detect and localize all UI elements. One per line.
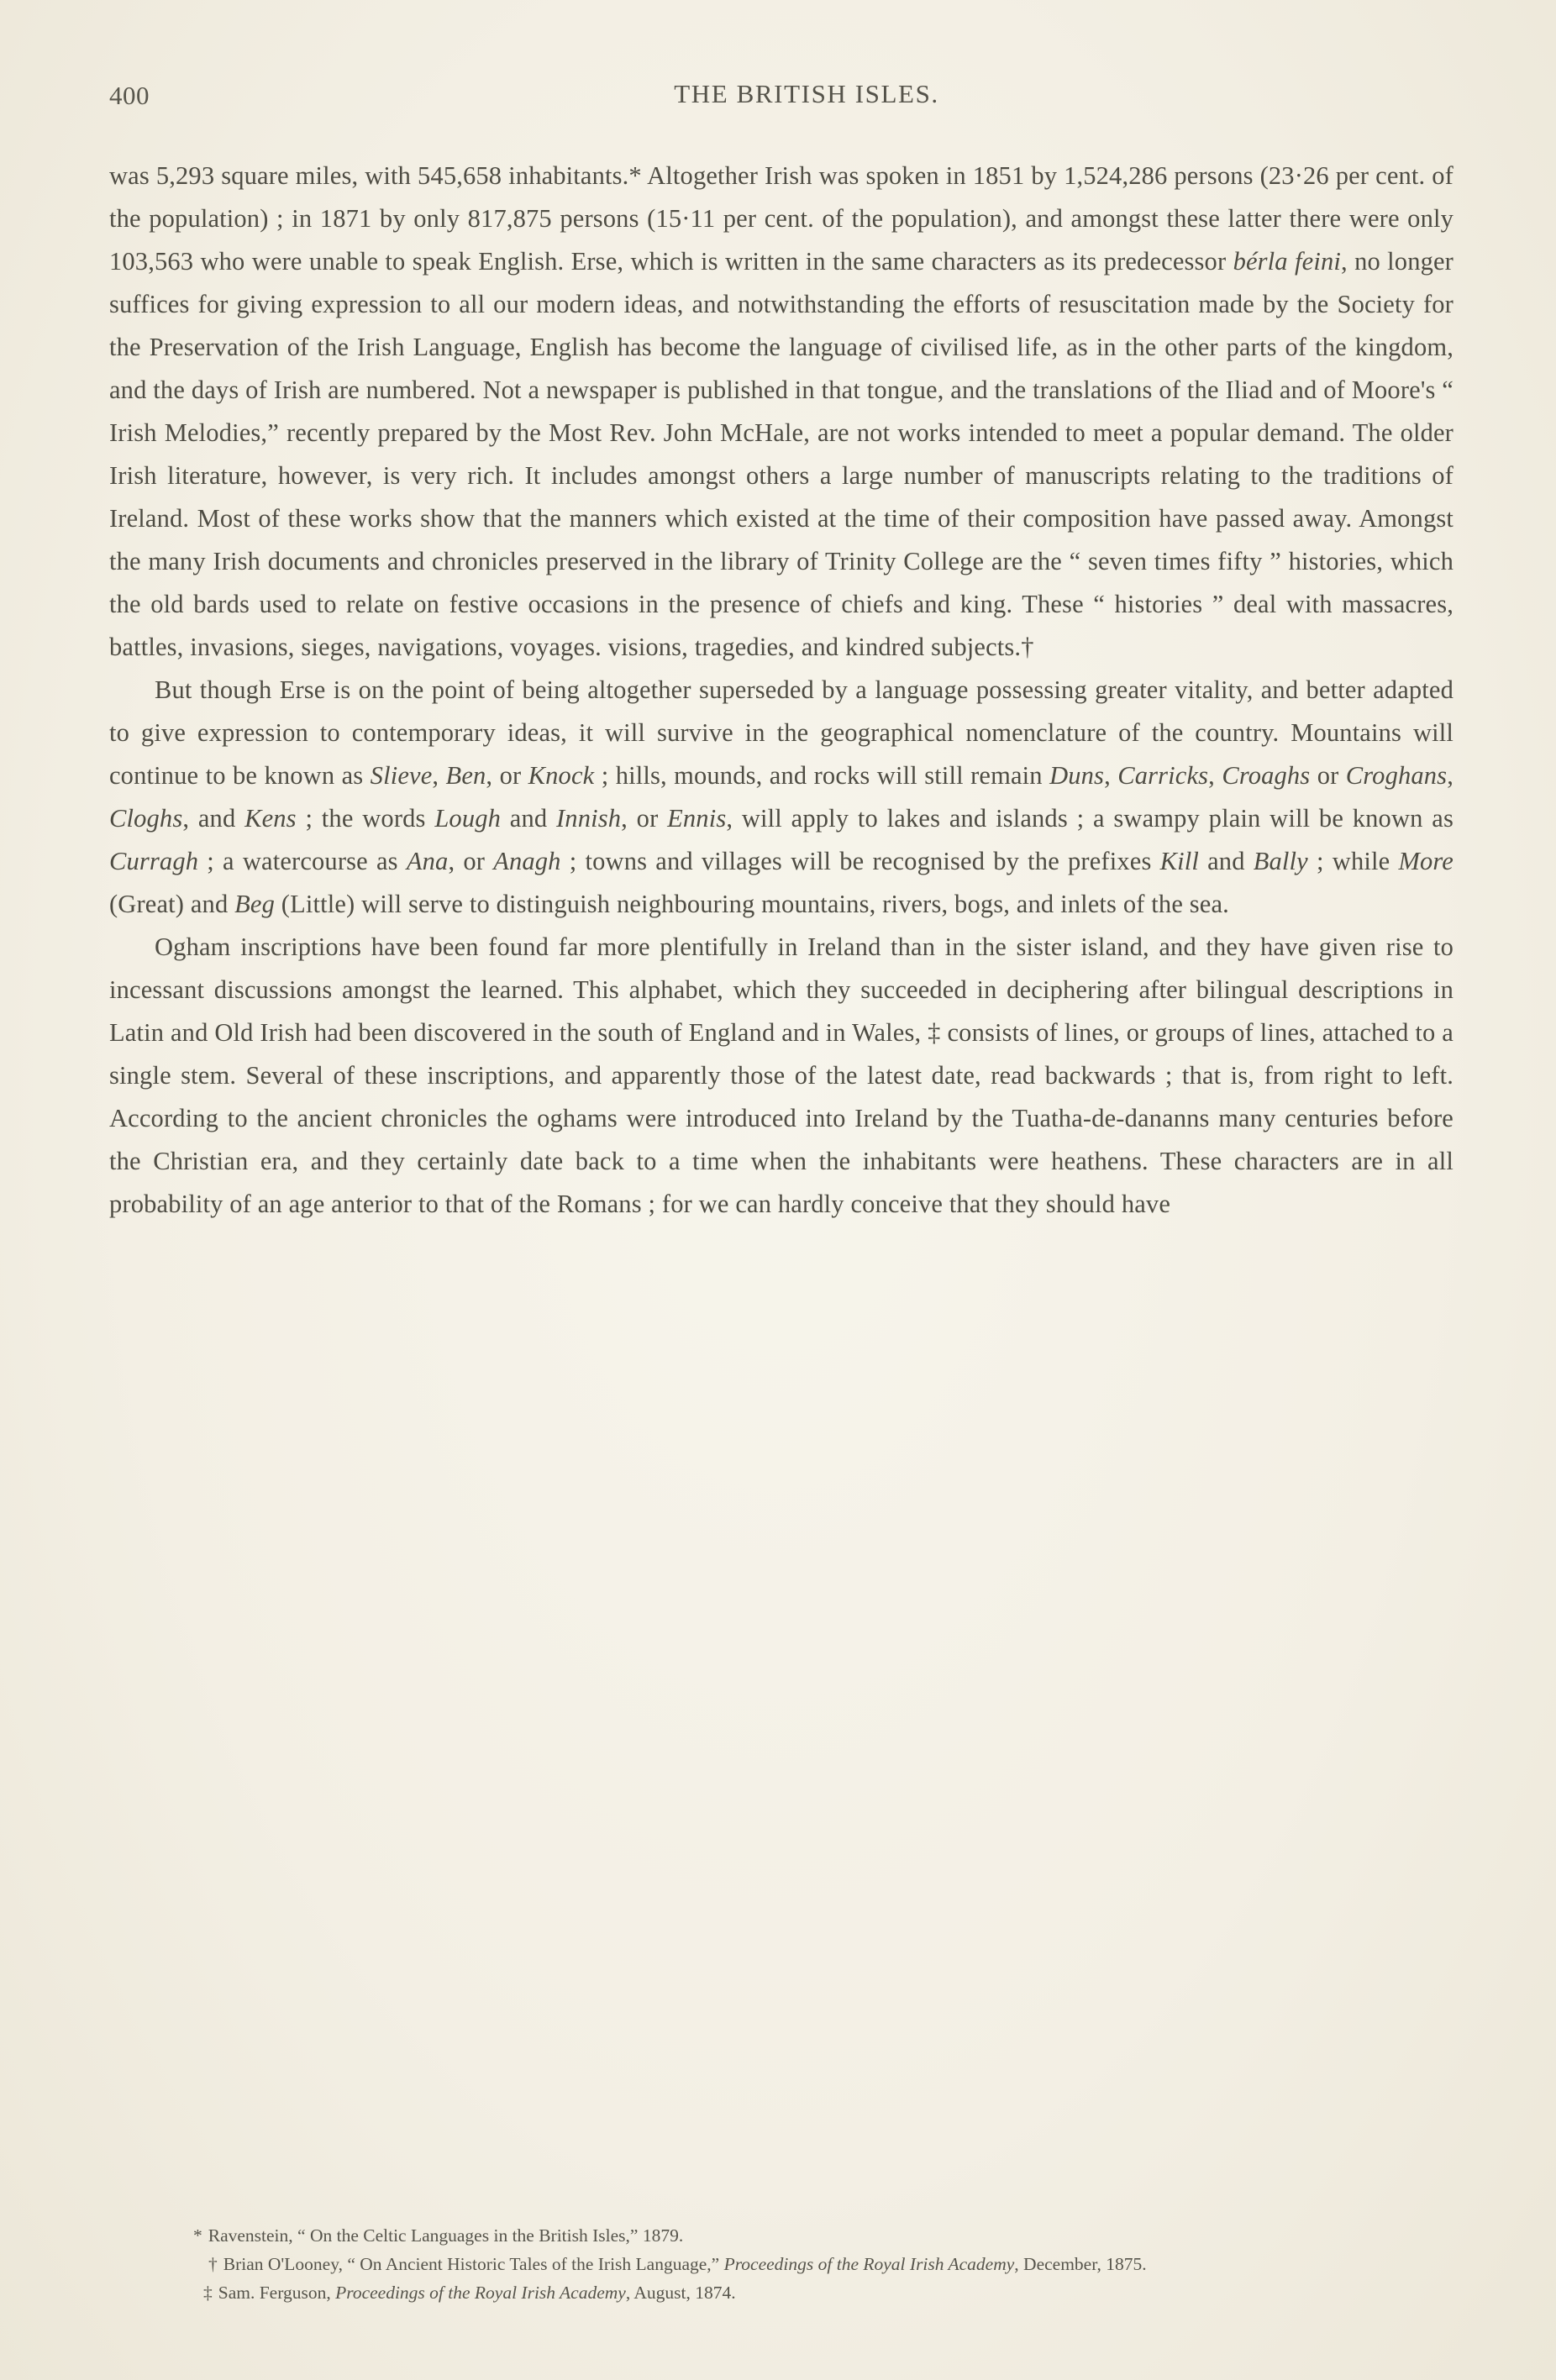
paragraph-3: Ogham inscriptions have been found far more plentifully in Ireland than in the sister island, and they have given rise to incessant discussions amongst the learned. This alphabet, which they succeeded in deciphering after bilingual descriptions in Latin and Old Irish had been discovered in the south of England and in Wales, ‡ consists of lines, or groups of lines, attached to a single stem. Several of these inscriptions, and apparently those of the latest date, read backwards ; that is, from right to left. According to the ancient chronicles the oghams were introduced into Ireland by the Tuatha-de-dananns many centuries before the Christian era, and they certainly date back to a time when the inhabitants were heathens. These characters are in all probability of an age anterior to that of the Romans ; for we can hardly conceive that they should have	[109, 933, 1453, 1218]
body-text	[109, 155, 1453, 1226]
footnote-2	[109, 2250, 1453, 2278]
footnote-3	[109, 2278, 1453, 2307]
footnote-text: Ravenstein, “ On the Celtic Languages in the British Isles,” 1879.	[208, 2225, 684, 2246]
footnote-marker: ‡	[203, 2283, 213, 2303]
paragraph-1: was 5,293 square miles, with 545,658 inhabitants.* Altogether Irish was spoken in 1851 by 1,524,286 persons (23·26 per cent. of the population) ; in 1871 by only 817,875 persons (15·11 per cent. of the population), and amongst these latter there were only 103,563 who were unable to speak English. Erse, which is written in the same characters as its predecessor bérla feini, no longer suffices for giving expression to all our modern ideas, and notwithstanding the efforts of resuscitation made by the Society for the Preservation of the Irish Language, English has become the language of civilised life, as in the other parts of the kingdom, and the days of Irish are numbered. Not a newspaper is published in that tongue, and the translations of the Iliad and of Moore's “ Irish Melodies,” recently prepared by the Most Rev. John McHale, are not works intended to meet a popular demand. The older Irish literature, however, is very rich. It includes amongst others a large number of manuscripts relating to the traditions of Ireland. Most of these works show that the manners which existed at the time of their composition have passed away. Amongst the many Irish documents and chronicles preserved in the library of Trinity College are the “ seven times fifty ” histories, which the old bards used to relate on festive occasions in the presence of chiefs and king. These “ histories ” deal with massacres, battles, invasions, sieges, navigations, voyages. visions, tragedies, and kindred subjects.†	[109, 161, 1453, 661]
page-header	[109, 74, 1453, 133]
footnote-1	[109, 2221, 1453, 2250]
running-head: THE BRITISH ISLES.	[674, 79, 939, 108]
footnote-marker: *	[193, 2225, 202, 2246]
footnote-text: Brian O'Looney, “ On Ancient Historic Tales of the Irish Language,” Proceedings of the Royal Irish Academy, December, 1875.	[223, 2254, 1147, 2274]
footnotes	[109, 2221, 1453, 2307]
footnote-marker: †	[208, 2254, 218, 2274]
page-number: 400	[109, 81, 150, 110]
footnote-text: Sam. Ferguson, Proceedings of the Royal Irish Academy, August, 1874.	[218, 2283, 736, 2303]
page-sheet	[109, 74, 1453, 2325]
paragraph-2: But though Erse is on the point of being altogether superseded by a language possessing greater vitality, and better adapted to give expression to contemporary ideas, it will survive in the geographical nomenclature of the country. Mountains will continue to be known as Slieve, Ben, or Knock ; hills, mounds, and rocks will still remain Duns, Carricks, Croaghs or Croghans, Cloghs, and Kens ; the words Lough and Innish, or Ennis, will apply to lakes and islands ; a swampy plain will be known as Curragh ; a watercourse as Ana, or Anagh ; towns and villages will be recognised by the prefixes Kill and Bally ; while More (Great) and Beg (Little) will serve to distinguish neighbouring mountains, rivers, bogs, and inlets of the sea.	[109, 675, 1453, 918]
